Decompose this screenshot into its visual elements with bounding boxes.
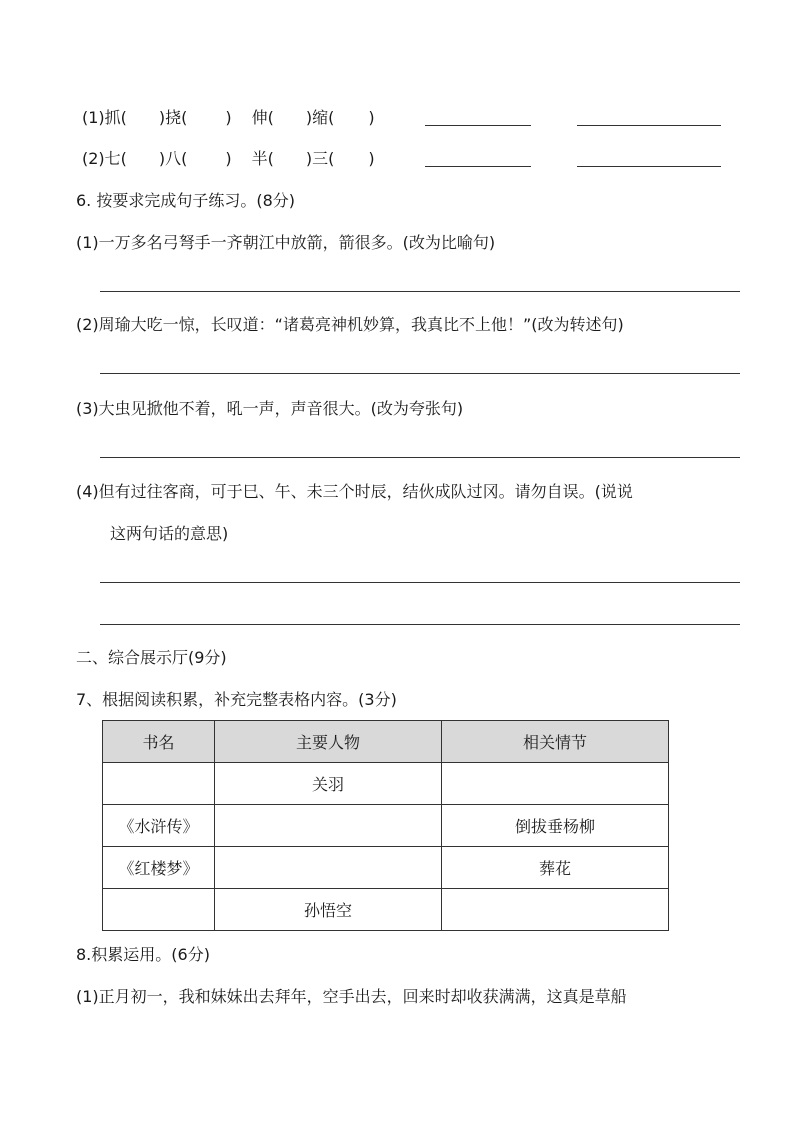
q5-item: (2)七(	[82, 149, 127, 168]
table-cell[interactable]	[442, 889, 669, 931]
answer-line[interactable]	[100, 582, 740, 583]
table-row	[103, 763, 669, 805]
answer-line[interactable]	[100, 373, 740, 374]
table-cell[interactable]	[215, 847, 442, 889]
table-cell: 《红楼梦》	[103, 847, 215, 889]
section-title: 二、综合展示厅(9分)	[76, 648, 227, 667]
answer-line[interactable]	[425, 166, 531, 167]
q8-title: 8.积累运用。(6分)	[76, 945, 210, 964]
q7-title: 7、根据阅读积累，补充完整表格内容。(3分)	[76, 690, 397, 709]
answer-line[interactable]	[100, 624, 740, 625]
book-table	[102, 720, 669, 931]
q5-item: )缩(	[305, 108, 335, 127]
table-cell: 孙悟空	[215, 889, 442, 931]
table-cell: 倒拔垂杨柳	[442, 805, 669, 847]
table-cell[interactable]	[103, 763, 215, 805]
table-header-row	[103, 721, 669, 763]
q5-row-2	[82, 148, 375, 170]
table-cell: 《水浒传》	[103, 805, 215, 847]
q5-item: (1)抓(	[82, 108, 127, 127]
header-character: 主要人物	[215, 721, 442, 763]
q5-item: 半(	[251, 149, 274, 168]
q6-sentence-4-cont: 这两句话的意思)	[110, 524, 229, 543]
answer-line[interactable]	[577, 125, 721, 126]
header-plot: 相关情节	[442, 721, 669, 763]
q8-sentence-1: (1)正月初一，我和妹妹出去拜年，空手出去，回来时却收获满满，这真是草船	[76, 987, 627, 1006]
answer-line[interactable]	[100, 291, 740, 292]
q6-sentence-3: (3)大虫见掀他不着，吼一声，声音很大。(改为夸张句)	[76, 399, 464, 418]
q5-item: )	[368, 108, 375, 127]
q5-item: )挠(	[158, 108, 188, 127]
table-cell[interactable]	[215, 805, 442, 847]
table-cell[interactable]	[442, 763, 669, 805]
table-cell: 葬花	[442, 847, 669, 889]
header-book: 书名	[103, 721, 215, 763]
table-row	[103, 805, 669, 847]
table-row	[103, 847, 669, 889]
q5-item: )	[225, 149, 232, 168]
q5-item: )三(	[305, 149, 335, 168]
q5-item: )八(	[158, 149, 188, 168]
answer-line[interactable]	[577, 166, 721, 167]
table-cell[interactable]	[103, 889, 215, 931]
table-cell: 关羽	[215, 763, 442, 805]
q6-sentence-1: (1)一万多名弓弩手一齐朝江中放箭，箭很多。(改为比喻句)	[76, 233, 496, 252]
table-row	[103, 889, 669, 931]
q5-row-1	[82, 107, 375, 129]
q5-item: 伸(	[251, 108, 274, 127]
answer-line[interactable]	[425, 125, 531, 126]
q6-sentence-4: (4)但有过往客商，可于巳、午、未三个时辰，结伙成队过冈。请勿自误。(说说	[76, 482, 633, 501]
q5-item: )	[225, 108, 232, 127]
q6-title: 6. 按要求完成句子练习。(8分)	[76, 191, 296, 210]
q6-sentence-2: (2)周瑜大吃一惊，长叹道：“诸葛亮神机妙算，我真比不上他！”(改为转述句)	[76, 315, 624, 334]
q5-item: )	[368, 149, 375, 168]
answer-line[interactable]	[100, 457, 740, 458]
